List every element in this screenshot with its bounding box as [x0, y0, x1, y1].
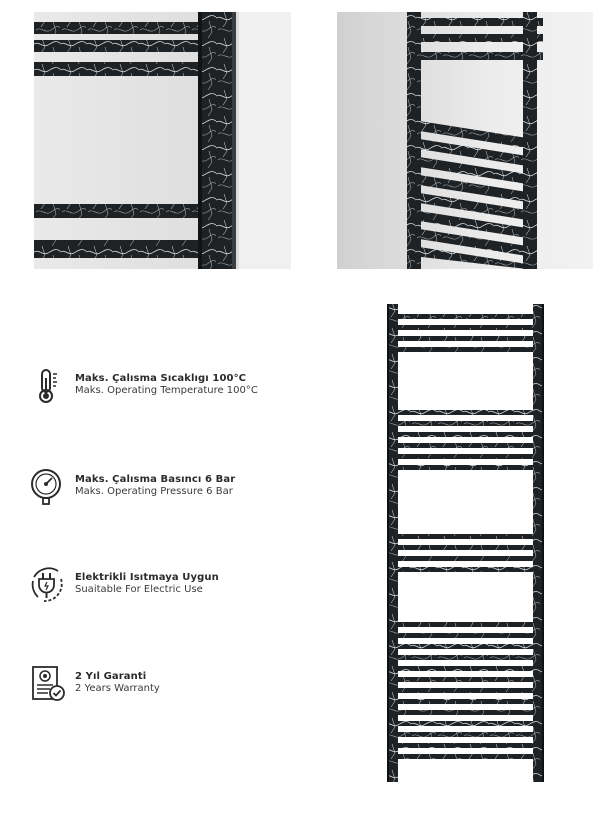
radiator-bar: [396, 655, 535, 660]
warranty-certificate-icon: [28, 664, 68, 704]
feature-title: 2 Yıl Garanti: [75, 671, 147, 682]
radiator-bar: [396, 633, 535, 638]
radiator-bar: [396, 421, 535, 426]
feature-warranty: [28, 664, 328, 706]
feature-subtitle: 2 Years Warranty: [75, 683, 160, 694]
radiator-bar: [396, 556, 535, 561]
pressure-gauge-icon: [28, 467, 68, 507]
radiator-bar: [396, 710, 535, 715]
radiator-bar: [396, 732, 535, 737]
radiator-bar: [396, 454, 535, 459]
radiator-bar: [396, 545, 535, 550]
feature-title: Maks. Çalısma Basıncı 6 Bar: [75, 474, 236, 485]
radiator-bar: [396, 622, 535, 627]
radiator-bar: [396, 325, 535, 330]
radiator-bar: [396, 336, 535, 341]
radiator-bar: [396, 567, 535, 572]
feature-subtitle: Suaitable For Electric Use: [75, 584, 203, 595]
radiator-bar: [396, 688, 535, 693]
feature-title: Maks. Çalısma Sıcaklıgı 100°C: [75, 373, 247, 384]
radiator-bar: [396, 465, 535, 470]
radiator-bar: [396, 699, 535, 704]
feature-title: Elektrikli Isıtmaya Uygun: [75, 572, 219, 583]
radiator-bar: [396, 443, 535, 448]
radiator-closeup-left-photo: [34, 12, 291, 269]
towel-radiator-product-image: [384, 302, 547, 784]
radiator-bar: [396, 721, 535, 726]
feature-max-pressure: [28, 467, 328, 509]
radiator-bar: [396, 644, 535, 649]
electric-plug-icon: [28, 565, 68, 605]
feature-subtitle: Maks. Operating Temperature 100°C: [75, 385, 258, 396]
feature-max-temperature: [28, 366, 328, 408]
radiator-closeup-right-photo: [337, 12, 593, 269]
radiator-bar: [396, 743, 535, 748]
feature-subtitle: Maks. Operating Pressure 6 Bar: [75, 486, 233, 497]
thermometer-icon: [28, 366, 68, 406]
radiator-bar: [396, 534, 535, 539]
radiator-bar: [396, 666, 535, 671]
radiator-bar: [396, 410, 535, 415]
radiator-bar: [396, 432, 535, 437]
radiator-bar: [396, 347, 535, 352]
radiator-bar: [396, 314, 535, 319]
radiator-bar: [396, 677, 535, 682]
radiator-bar: [396, 754, 535, 759]
feature-electric-use: [28, 565, 328, 607]
